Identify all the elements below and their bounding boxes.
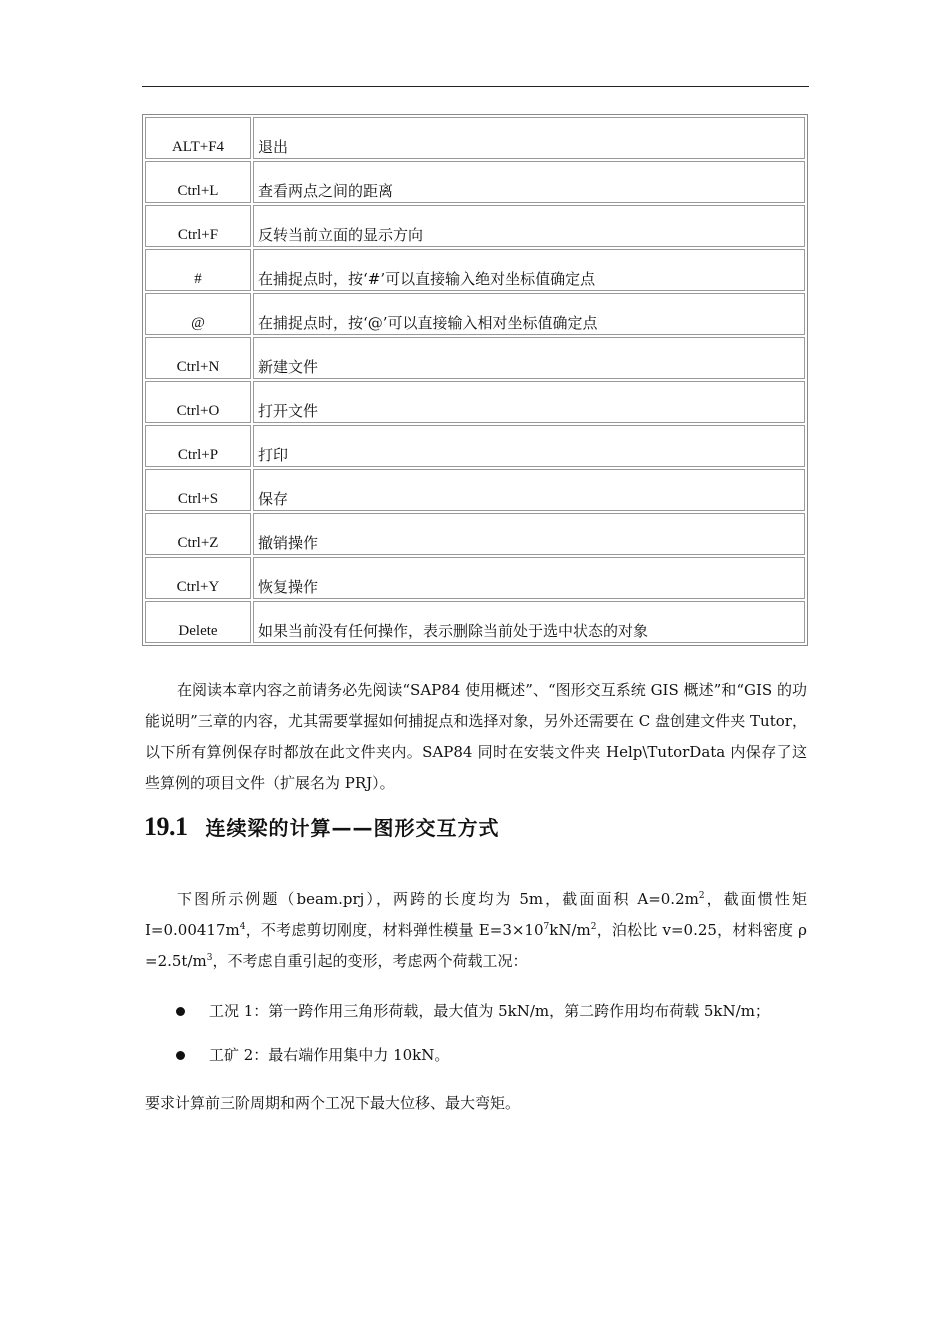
section-title: 连续梁的计算——图形交互方式 — [205, 816, 500, 840]
table-row — [145, 293, 805, 335]
superscript: 2 — [698, 891, 705, 901]
list-item — [176, 1000, 816, 1022]
load-case-text: 工矿 2：最右端作用集中力 10kN。 — [209, 1046, 450, 1064]
shortcut-key: Ctrl+Y — [145, 557, 251, 599]
load-case-text: 工况 1：第一跨作用三角形荷载，最大值为 5kN/m，第二跨作用均布荷载 5kN/m； — [209, 1002, 770, 1020]
example-paragraph — [145, 884, 807, 977]
section-heading — [144, 812, 804, 852]
shortcut-desc: 反转当前立面的显示方向 — [253, 205, 805, 247]
shortcut-key: Ctrl+O — [145, 381, 251, 423]
superscript: 7 — [543, 922, 550, 932]
example-text: ，不考虑剪切刚度，材料弹性模量 E=3×10 — [245, 921, 544, 939]
superscript: 4 — [239, 922, 246, 932]
shortcut-desc: 打印 — [253, 425, 805, 467]
shortcut-desc: 查看两点之间的距离 — [253, 161, 805, 203]
example-text: kN/m — [549, 921, 591, 939]
shortcut-desc: 在捕捉点时，按‘#’可以直接输入绝对坐标值确定点 — [253, 249, 805, 291]
shortcut-key: @ — [145, 293, 251, 335]
table-row — [145, 381, 805, 423]
header-rule — [142, 86, 809, 87]
table-row — [145, 601, 805, 643]
superscript: 3 — [206, 953, 213, 963]
shortcut-key: ALT+F4 — [145, 117, 251, 159]
table-row — [145, 513, 805, 555]
shortcut-key: Delete — [145, 601, 251, 643]
shortcut-desc: 在捕捉点时，按‘@’可以直接输入相对坐标值确定点 — [253, 293, 805, 335]
table-row — [145, 117, 805, 159]
superscript: 2 — [590, 922, 597, 932]
example-text: ，截面惯性矩 I=0.00417m — [145, 890, 807, 939]
bullet-icon — [176, 1051, 185, 1060]
shortcut-key: Ctrl+S — [145, 469, 251, 511]
requirement-paragraph: 要求计算前三阶周期和两个工况下最大位移、最大弯矩。 — [145, 1094, 521, 1112]
intro-paragraph: 在阅读本章内容之前请务必先阅读“SAP84 使用概述”、“图形交互系统 GIS 概述”和“GIS 的功能说明”三章的内容，尤其需要掌握如何捕捉点和选择对象，另外还需要在 C 盘创建文件夹 Tutor，以下所有算例保存时都放在此文件夹内。SAP84 同时在安装文件夹 Help\TutorData 内保存了这些算例的项目文件（扩展名为 PRJ）。 — [145, 681, 807, 792]
shortcut-key: Ctrl+L — [145, 161, 251, 203]
list-item — [176, 1044, 816, 1066]
bullet-icon — [176, 1007, 185, 1016]
shortcut-key: # — [145, 249, 251, 291]
section-number: 19.1 — [144, 812, 188, 841]
table-row — [145, 469, 805, 511]
table-row — [145, 205, 805, 247]
table-row — [145, 557, 805, 599]
shortcut-desc: 退出 — [253, 117, 805, 159]
example-text: ，泊松比 v=0.25，材料密度 ρ =2.5t/m — [145, 921, 807, 970]
shortcut-key: Ctrl+N — [145, 337, 251, 379]
table-row — [145, 161, 805, 203]
table-row — [145, 425, 805, 467]
example-text: ，不考虑自重引起的变形，考虑两个荷载工况： — [212, 952, 528, 970]
table-row — [145, 249, 805, 291]
example-text: 下图所示例题（beam.prj），两跨的长度均为 5m，截面面积 A=0.2m — [177, 890, 699, 908]
shortcut-table — [142, 114, 808, 646]
shortcut-desc: 撤销操作 — [253, 513, 805, 555]
table-row — [145, 337, 805, 379]
shortcut-desc: 恢复操作 — [253, 557, 805, 599]
shortcut-desc: 如果当前没有任何操作，表示删除当前处于选中状态的对象 — [253, 601, 805, 643]
shortcut-key: Ctrl+P — [145, 425, 251, 467]
shortcut-desc: 打开文件 — [253, 381, 805, 423]
shortcut-desc: 保存 — [253, 469, 805, 511]
shortcut-key: Ctrl+F — [145, 205, 251, 247]
shortcut-desc: 新建文件 — [253, 337, 805, 379]
shortcut-key: Ctrl+Z — [145, 513, 251, 555]
